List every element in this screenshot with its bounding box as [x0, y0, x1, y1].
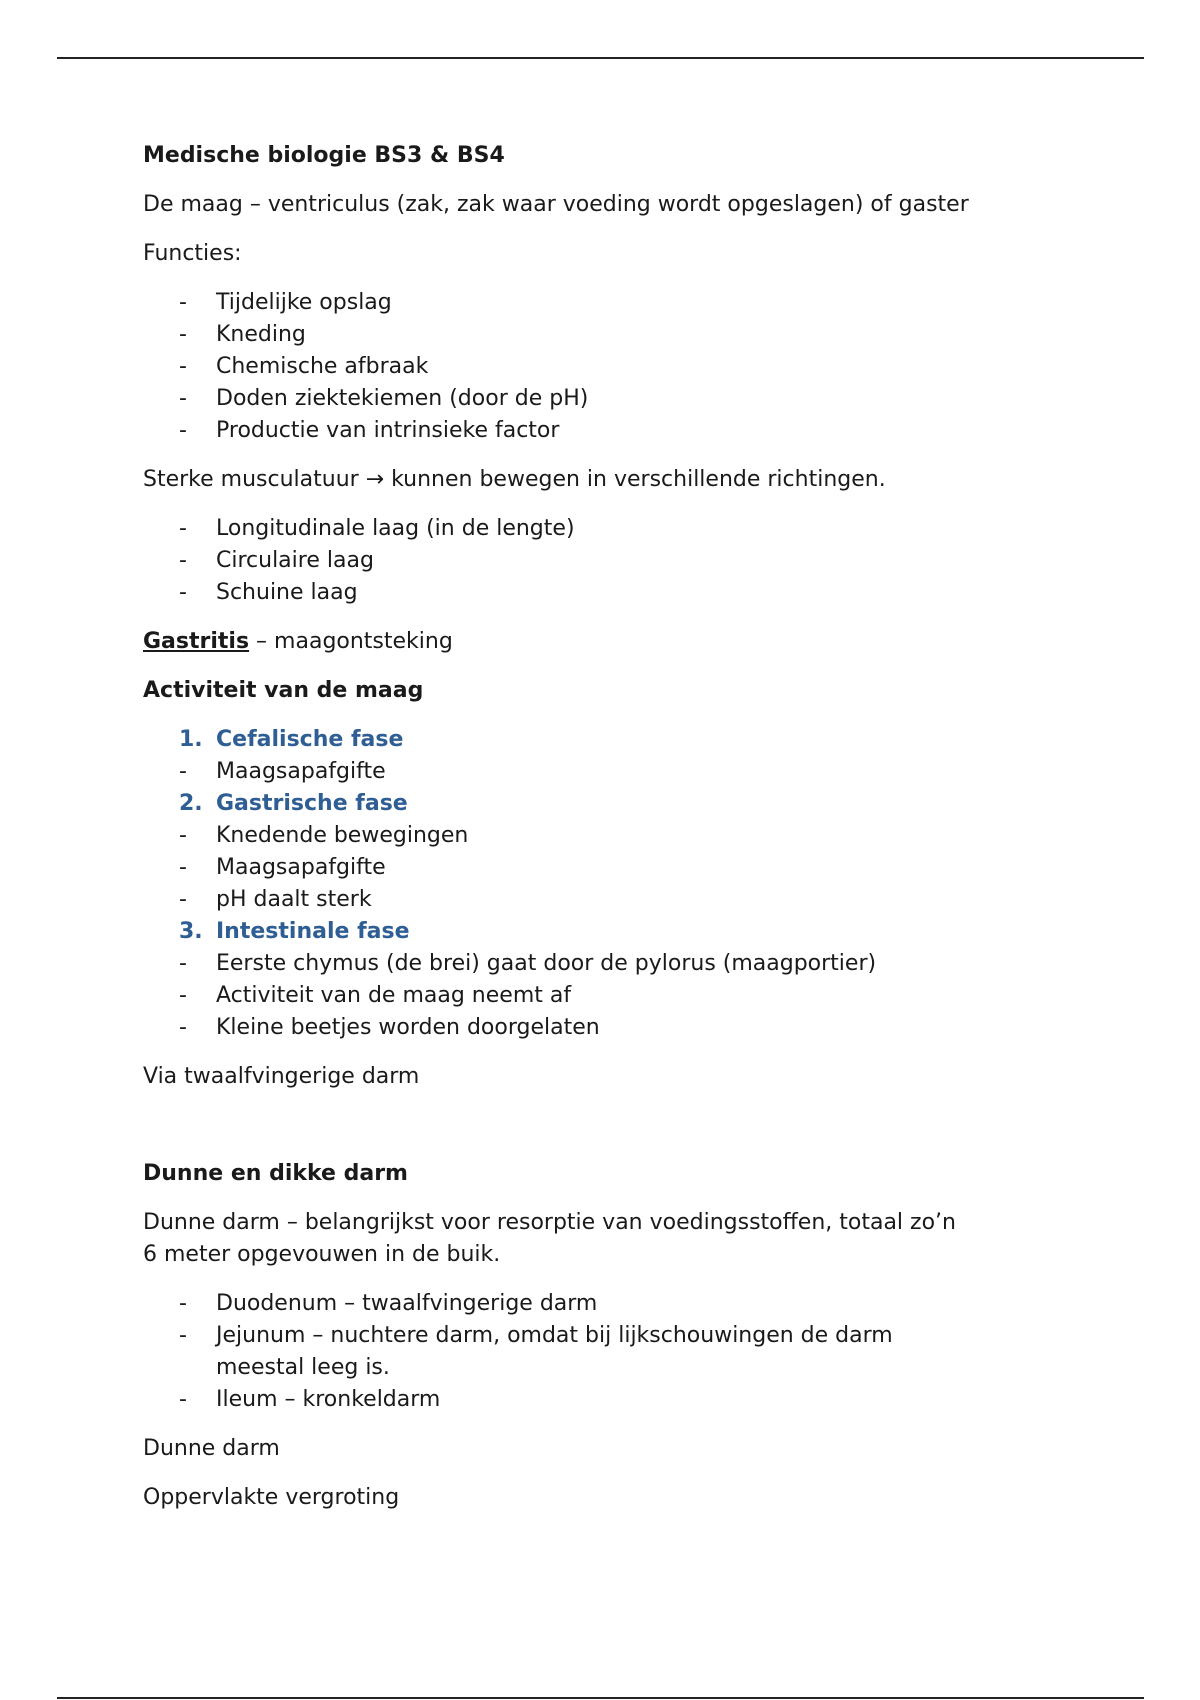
list-item: - Tijdelijke opslag [179, 290, 392, 315]
list-item: - Activiteit van de maag neemt af [179, 983, 572, 1008]
list-item: - Doden ziektekiemen (door de pH) [179, 386, 589, 411]
list-item: - Eerste chymus (de brei) gaat door de pylorus (maagportier) [179, 951, 877, 976]
list-item: - Circulaire laag [179, 548, 374, 573]
list-item: - Maagsapafgifte [179, 759, 386, 784]
functies-list [143, 287, 1103, 447]
header-rule [57, 57, 1144, 59]
list-item: - Kleine beetjes worden doorgelaten [179, 1015, 600, 1040]
list-item: - pH daalt sterk [179, 887, 372, 912]
fase-2-list [143, 820, 1103, 916]
fase-1-list [143, 756, 1103, 788]
list-item: - Schuine laag [179, 580, 358, 605]
functies-label: Functies: [143, 241, 242, 266]
footer-rule [57, 1697, 1144, 1699]
oppervlakte-label: Oppervlakte vergroting [143, 1485, 400, 1510]
delen-list [143, 1288, 1103, 1416]
fase-3-list [143, 948, 1103, 1044]
activiteit-heading: Activiteit van de maag [143, 678, 424, 703]
fase-heading-3: 3. Intestinale fase [179, 919, 410, 944]
dunne-darm-label: Dunne darm [143, 1436, 280, 1461]
list-item-continuation: meestal leeg is. [216, 1355, 390, 1380]
fase-heading-2: 2. Gastrische fase [179, 791, 408, 816]
list-item: - Kneding [179, 322, 306, 347]
via-paragraph: Via twaalfvingerige darm [143, 1064, 420, 1089]
list-item: - Maagsapafgifte [179, 855, 386, 880]
gastritis-line: Gastritis – maagontsteking [143, 629, 453, 654]
list-item: - Chemische afbraak [179, 354, 429, 379]
list-item: - Duodenum – twaalfvingerige darm [179, 1291, 598, 1316]
document-title: Medische biologie BS3 & BS4 [143, 143, 505, 168]
dunne-darm-paragraph-line-2: 6 meter opgevouwen in de buik. [143, 1242, 501, 1267]
list-item: - Productie van intrinsieke factor [179, 418, 560, 443]
document-body [143, 140, 1103, 1514]
list-item: - Knedende bewegingen [179, 823, 469, 848]
darm-heading: Dunne en dikke darm [143, 1161, 408, 1186]
list-item: - Longitudinale laag (in de lengte) [179, 516, 575, 541]
lagen-list [143, 513, 1103, 609]
intro-paragraph: De maag – ventriculus (zak, zak waar voeding wordt opgeslagen) of gaster [143, 192, 969, 217]
dunne-darm-paragraph-line-1: Dunne darm – belangrijkst voor resorptie van voedingsstoffen, totaal zo’n [143, 1210, 956, 1235]
musculatuur-paragraph: Sterke musculatuur → kunnen bewegen in verschillende richtingen. [143, 467, 886, 492]
list-item: - Jejunum – nuchtere darm, omdat bij lijkschouwingen de darm [179, 1323, 893, 1348]
gastritis-term: Gastritis [143, 629, 250, 654]
list-item: - Ileum – kronkeldarm [179, 1387, 441, 1412]
fase-heading-1: 1. Cefalische fase [179, 727, 404, 752]
